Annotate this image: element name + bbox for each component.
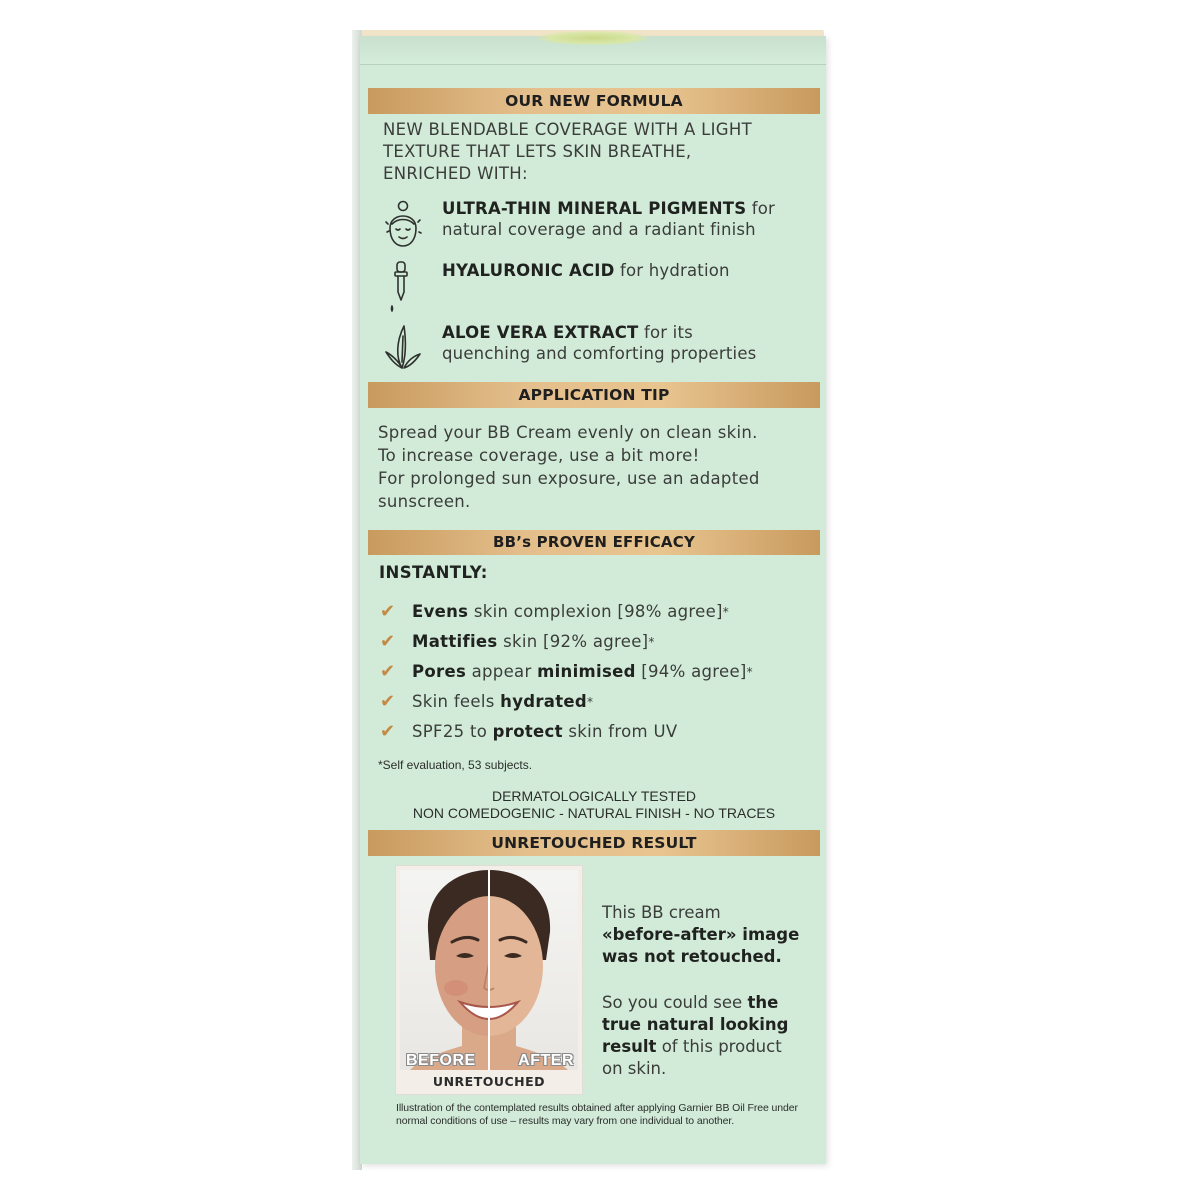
check-icon: ✔ <box>380 631 396 652</box>
result-text: So you could see <box>602 993 748 1012</box>
derm-line: NON COMEDOGENIC - NATURAL FINISH - NO TRACES <box>412 805 776 821</box>
application-line: For prolonged sun exposure, use an adapted <box>378 469 760 488</box>
ingredient-desc-line2: natural coverage and a radiant finish <box>442 220 756 239</box>
ingredient-text <box>442 198 822 240</box>
result-text-bold: was not retouched. <box>602 947 782 966</box>
application-line: Spread your BB Cream evenly on clean skin. <box>378 423 758 442</box>
formula-banner: OUR NEW FORMULA <box>368 88 820 114</box>
before-label: BEFORE <box>406 1052 476 1069</box>
result-paragraph-1 <box>602 902 812 968</box>
claim-row <box>380 660 753 684</box>
claim-bold: Mattifies <box>412 632 498 651</box>
result-text-bold: result <box>602 1037 657 1056</box>
claim-row <box>380 720 677 744</box>
efficacy-heading: INSTANTLY: <box>379 563 488 582</box>
derm-line: DERMATOLOGICALLY TESTED <box>491 788 697 804</box>
claim-asterisk: * <box>587 695 594 709</box>
dropper-icon <box>382 260 424 316</box>
claim-text: Skin feels <box>412 692 501 711</box>
ingredient-text <box>442 322 822 364</box>
claim-asterisk: * <box>722 605 730 619</box>
result-paragraph-2 <box>602 992 812 1080</box>
result-text: This BB cream <box>602 903 721 922</box>
ingredient-hyaluronic-acid <box>382 260 822 320</box>
claim-row <box>380 600 729 624</box>
claim-asterisk: * <box>746 665 753 679</box>
application-line: sunscreen. <box>378 492 471 511</box>
check-icon: ✔ <box>380 661 396 682</box>
result-disclaimer: Illustration of the contemplated results obtained after applying Garnier BB Oil Free under normal conditions of use – results may vary from one individual to another. <box>396 1102 798 1127</box>
claim-bold: hydrated <box>500 692 588 711</box>
ingredient-desc-line2: quenching and comforting properties <box>442 344 757 363</box>
claim-text: skin [92% agree] <box>497 632 649 651</box>
check-icon: ✔ <box>380 721 396 742</box>
face-illustration <box>400 870 578 1070</box>
claim-row <box>380 630 655 654</box>
aloe-leaf-icon <box>382 322 424 378</box>
efficacy-banner: BB’s PROVEN EFFICACY <box>368 530 820 555</box>
claim-text: skin from UV <box>562 722 678 741</box>
ingredient-desc: for <box>746 199 776 218</box>
formula-intro <box>383 119 823 185</box>
box-top-tab <box>538 31 648 45</box>
ingredient-name: ALOE VERA EXTRACT <box>442 323 639 342</box>
efficacy-footnote: *Self evaluation, 53 subjects. <box>378 758 533 772</box>
face-icon <box>382 198 424 254</box>
result-text: of this product <box>656 1037 782 1056</box>
ingredient-mineral-pigments <box>382 198 822 258</box>
claim-bold: protect <box>492 722 563 741</box>
check-icon: ✔ <box>380 691 396 712</box>
claim-bold: Pores <box>412 662 467 681</box>
result-banner: UNRETOUCHED RESULT <box>368 830 820 856</box>
application-banner: APPLICATION TIP <box>368 382 820 408</box>
claim-row <box>380 690 593 714</box>
face-photo <box>400 870 578 1070</box>
result-text-bold: the <box>747 993 779 1012</box>
application-text <box>378 421 824 513</box>
ingredient-aloe-vera <box>382 322 822 382</box>
formula-intro-line: NEW BLENDABLE COVERAGE WITH A LIGHT <box>383 120 752 139</box>
dermatology-statement <box>368 788 820 822</box>
claim-bold: Evens <box>412 602 469 621</box>
check-icon: ✔ <box>380 601 396 622</box>
photo-caption: UNRETOUCHED <box>432 1074 546 1089</box>
before-after-photo <box>396 866 582 1094</box>
result-text-bold: true natural looking <box>602 1015 789 1034</box>
ingredient-text <box>442 260 822 281</box>
claim-asterisk: * <box>648 635 655 649</box>
ingredient-name: ULTRA-THIN MINERAL PIGMENTS <box>442 199 747 218</box>
claim-bold: minimised <box>537 662 636 681</box>
ingredient-desc: for hydration <box>614 261 730 280</box>
claim-text: skin complexion [98% agree] <box>468 602 723 621</box>
formula-intro-line: ENRICHED WITH: <box>383 164 528 183</box>
ingredient-name: HYALURONIC ACID <box>442 261 615 280</box>
application-line: To increase coverage, use a bit more! <box>378 446 700 465</box>
formula-intro-line: TEXTURE THAT LETS SKIN BREATHE, <box>383 142 692 161</box>
claim-text: appear <box>466 662 538 681</box>
result-text: on skin. <box>602 1059 667 1078</box>
claim-text: [94% agree] <box>635 662 747 681</box>
result-text-bold: «before-after» image <box>602 925 800 944</box>
after-label: AFTER <box>518 1052 574 1069</box>
claim-text: SPF25 to <box>412 722 493 741</box>
ingredient-desc: for its <box>638 323 693 342</box>
